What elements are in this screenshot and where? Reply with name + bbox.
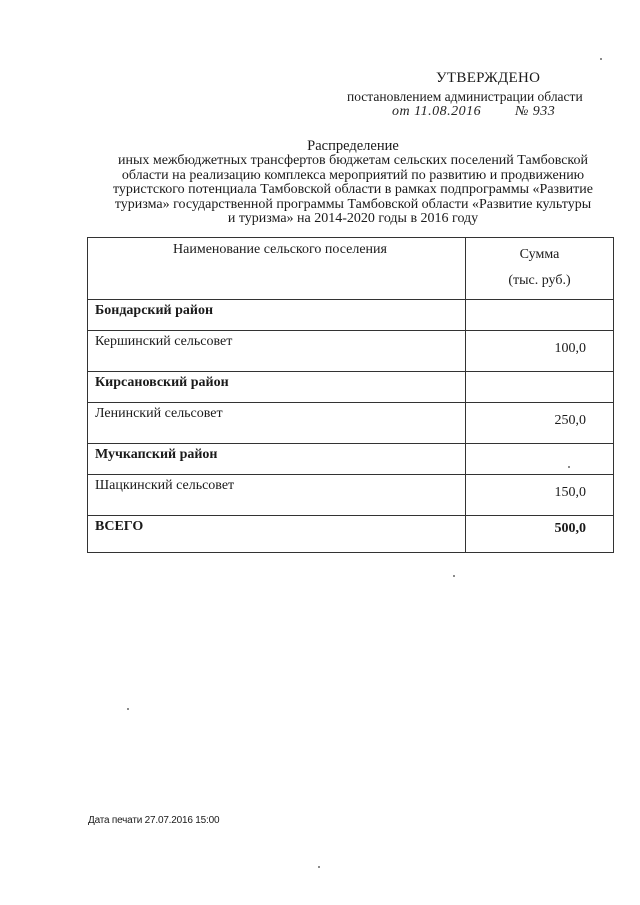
header-name-label: Наименование сельского поселения [173, 242, 387, 257]
scan-speck [127, 708, 129, 710]
table-row [88, 300, 614, 331]
table-row [88, 372, 614, 403]
total-sum-cell: 500,0 [466, 516, 614, 553]
table-row [88, 403, 614, 444]
title-line-4: туристского потенциала Тамбовской области в рамках подпрограммы «Развитие [112, 182, 594, 197]
table-row [88, 331, 614, 372]
title-line-2: иных межбюджетных трансфертов бюджетам сельских поселений Тамбовской [117, 153, 589, 168]
table-row [88, 444, 614, 475]
total-label-cell: ВСЕГО [88, 516, 466, 553]
title-line-1: Распределение [307, 138, 399, 154]
row-sum-cell [466, 372, 614, 403]
handwritten-approval-details [392, 104, 555, 120]
row-sum-cell [466, 444, 614, 475]
table-header-row [88, 238, 614, 300]
approved-by-text: постановлением администрации области [347, 89, 583, 104]
row-name-cell: Бондарский район [88, 300, 466, 331]
title-line-6: и туризма» на 2014-2020 годы в 2016 году [227, 211, 479, 226]
title-line-5: туризма» государственной программы Тамбовской области «Развитие культуры [114, 196, 592, 212]
header-sum-unit: (тыс. руб.) [508, 273, 571, 288]
header-name-cell [88, 238, 466, 300]
table-total-row [88, 516, 614, 553]
header-sum-cell [466, 238, 614, 300]
scan-speck [318, 866, 320, 868]
row-sum-cell [466, 300, 614, 331]
row-name-cell: Мучкапский район [88, 444, 466, 475]
document-title [88, 138, 618, 227]
scan-speck [600, 58, 602, 60]
row-sum-cell: 250,0 [466, 403, 614, 444]
approved-heading: УТВЕРЖДЕНО [436, 70, 541, 86]
row-sum-cell: 100,0 [466, 331, 614, 372]
header-sum-label: Сумма [519, 247, 560, 262]
scan-speck [568, 466, 570, 468]
title-line-3: области на реализацию комплекса мероприятий по развитию и продвижению [121, 167, 585, 183]
row-name-cell: Кирсановский район [88, 372, 466, 403]
row-sum-cell: 150,0 [466, 475, 614, 516]
scan-speck [453, 575, 455, 577]
handwritten-number: № 933 [515, 104, 556, 119]
row-name-cell: Кершинский сельсовет [88, 331, 466, 372]
row-name-cell: Шацкинский сельсовет [88, 475, 466, 516]
table-row [88, 475, 614, 516]
print-date: Дата печати 27.07.2016 15:00 [88, 815, 220, 826]
distribution-table [87, 237, 614, 553]
handwritten-date: от 11.08.2016 [392, 104, 482, 119]
row-name-cell: Ленинский сельсовет [88, 403, 466, 444]
